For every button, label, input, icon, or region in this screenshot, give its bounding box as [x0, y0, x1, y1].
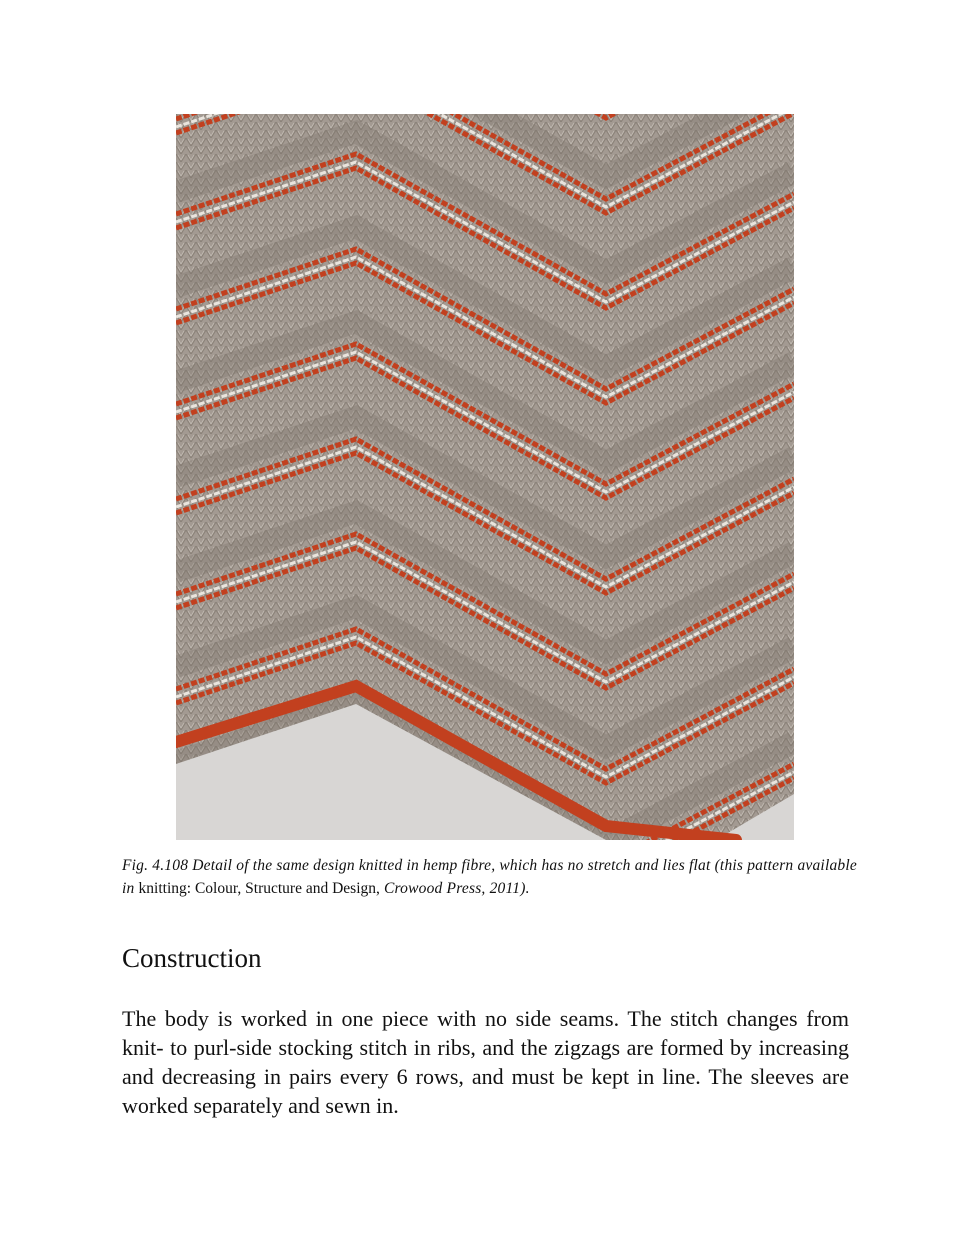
caption-book-title: knitting: Colour, Structure and Design, — [138, 880, 380, 897]
caption-text: Fig. 4.108 Detail of the same design knitted in hemp fibre, which has no stretch and lies flat (this pattern available in — [122, 857, 857, 897]
caption-publisher: Crowood Press, 2011). — [379, 880, 530, 897]
section-heading: Construction — [122, 943, 262, 973]
body-paragraph: The body is worked in one piece with no side seams. The stitch changes from knit- to purl-side stocking stitch in ribs, and the zigzags are formed by increasing and decreasing in pairs every 6 rows, and must be kept in line. The sleeves are worked separately and sewn in. — [122, 1006, 849, 1118]
knitting-photo — [176, 114, 794, 840]
figure-caption — [122, 854, 857, 900]
